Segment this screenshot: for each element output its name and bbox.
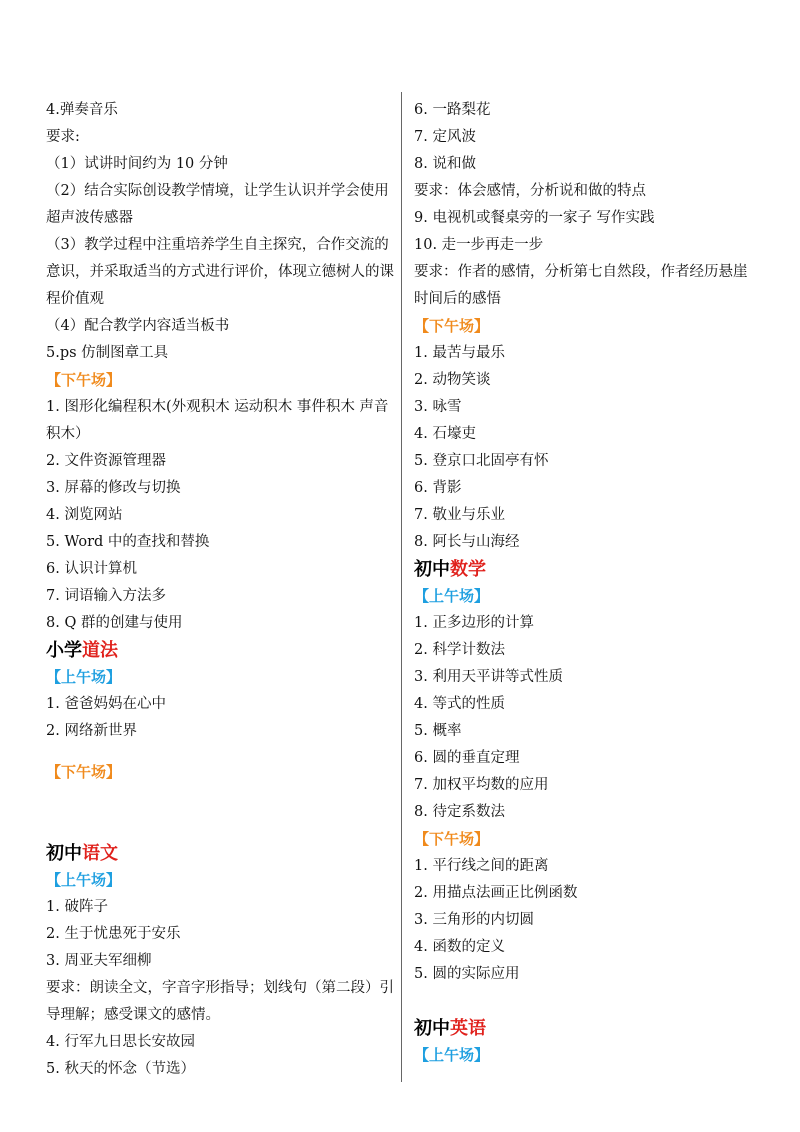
list-item: 1. 图形化编程积木(外观积木 运动积木 事件积木 声音积木） [46, 399, 389, 442]
afternoon-session-tag: 【下午场】 [46, 763, 122, 781]
list-item: 4. 浏览网站 [46, 507, 123, 523]
list-item: 9. 电视机或餐桌旁的一家子 写作实践 [414, 210, 655, 226]
morning-session-tag: 【上午场】 [414, 587, 490, 605]
requirement-label: 要求: [46, 129, 80, 145]
left-column [46, 97, 394, 1083]
heading-accent: 数学 [450, 559, 486, 580]
heading-accent: 语文 [82, 843, 118, 864]
requirement-item: 要求：作者的感情，分析第七自然段，作者经历悬崖时间后的感悟 [414, 264, 748, 307]
list-item: 10. 走一步再走一步 [414, 237, 544, 253]
heading-prefix: 小学 [46, 640, 82, 661]
heading-prefix: 初中 [414, 559, 450, 580]
list-item: 4. 石壕吏 [414, 426, 476, 442]
list-item: 2. 用描点法画正比例函数 [414, 885, 578, 901]
requirement-item: （3）教学过程中注重培养学生自主探究，合作交流的意识，并采取适当的方式进行评价，体现立德树人的课程价值观 [46, 237, 394, 307]
afternoon-session-tag: 【下午场】 [414, 317, 490, 335]
right-column [414, 97, 759, 1069]
list-item: 1. 爸爸妈妈在心中 [46, 696, 166, 712]
heading-prefix: 初中 [414, 1018, 450, 1039]
section-heading-daofa [46, 637, 394, 664]
list-item: 7. 定风波 [414, 129, 476, 145]
list-item: 3. 利用天平讲等式性质 [414, 669, 563, 685]
list-item: 6. 一路梨花 [414, 102, 491, 118]
list-item: 1. 平行线之间的距离 [414, 858, 549, 874]
morning-session-tag: 【上午场】 [46, 668, 122, 686]
list-item: 2. 网络新世界 [46, 723, 137, 739]
list-item: 3. 屏幕的修改与切换 [46, 480, 181, 496]
list-item: 5. 概率 [414, 723, 462, 739]
morning-session-tag: 【上午场】 [414, 1046, 490, 1064]
list-item: 1. 破阵子 [46, 899, 108, 915]
heading-accent: 英语 [450, 1018, 486, 1039]
requirement-item: （1）试讲时间约为 10 分钟 [46, 156, 228, 172]
list-item: 5. 登京口北固亭有怀 [414, 453, 549, 469]
list-item: 6. 背影 [414, 480, 462, 496]
list-item: 5. 圆的实际应用 [414, 966, 520, 982]
requirement-item: （2）结合实际创设教学情境，让学生认识并学会使用超声波传感器 [46, 183, 389, 226]
list-item: 5. 秋天的怀念（节选） [46, 1061, 195, 1077]
heading-accent: 道法 [82, 640, 118, 661]
heading-prefix: 初中 [46, 843, 82, 864]
afternoon-session-tag: 【下午场】 [46, 371, 122, 389]
list-item: 6. 认识计算机 [46, 561, 137, 577]
list-item: 7. 词语输入方法多 [46, 588, 166, 604]
afternoon-session-tag: 【下午场】 [414, 830, 490, 848]
list-item: 3. 咏雪 [414, 399, 462, 415]
list-item: 2. 科学计数法 [414, 642, 505, 658]
requirement-item: 要求：朗读全文，字音字形指导；划线句（第二段）引导理解；感受课文的感情。 [46, 980, 394, 1023]
morning-session-tag: 【上午场】 [46, 871, 122, 889]
list-item: 5. Word 中的查找和替换 [46, 534, 210, 550]
section-heading-yuwen [46, 840, 394, 867]
list-item: 7. 加权平均数的应用 [414, 777, 549, 793]
section-heading-english [414, 1015, 759, 1042]
section-heading-math [414, 556, 759, 583]
list-item: 8. 待定系数法 [414, 804, 505, 820]
requirement-item: （4）配合教学内容适当板书 [46, 318, 230, 334]
list-item: 6. 圆的垂直定理 [414, 750, 520, 766]
requirement-item: 要求：体会感情，分析说和做的特点 [414, 183, 646, 199]
list-item: 3. 三角形的内切圆 [414, 912, 534, 928]
list-item: 2. 生于忧患死于安乐 [46, 926, 181, 942]
list-item: 4. 等式的性质 [414, 696, 505, 712]
item-text: 4.弹奏音乐 [46, 102, 118, 118]
item-text: 5.ps 仿制图章工具 [46, 345, 169, 361]
list-item: 4. 函数的定义 [414, 939, 505, 955]
column-divider [401, 92, 402, 1082]
list-item: 8. 说和做 [414, 156, 476, 172]
list-item: 8. Q 群的创建与使用 [46, 615, 183, 631]
list-item: 4. 行军九日思长安故园 [46, 1034, 195, 1050]
list-item: 1. 正多边形的计算 [414, 615, 534, 631]
list-item: 3. 周亚夫军细柳 [46, 953, 152, 969]
list-item: 1. 最苦与最乐 [414, 345, 505, 361]
list-item: 2. 动物笑谈 [414, 372, 491, 388]
list-item: 7. 敬业与乐业 [414, 507, 505, 523]
list-item: 2. 文件资源管理器 [46, 453, 166, 469]
list-item: 8. 阿长与山海经 [414, 534, 520, 550]
